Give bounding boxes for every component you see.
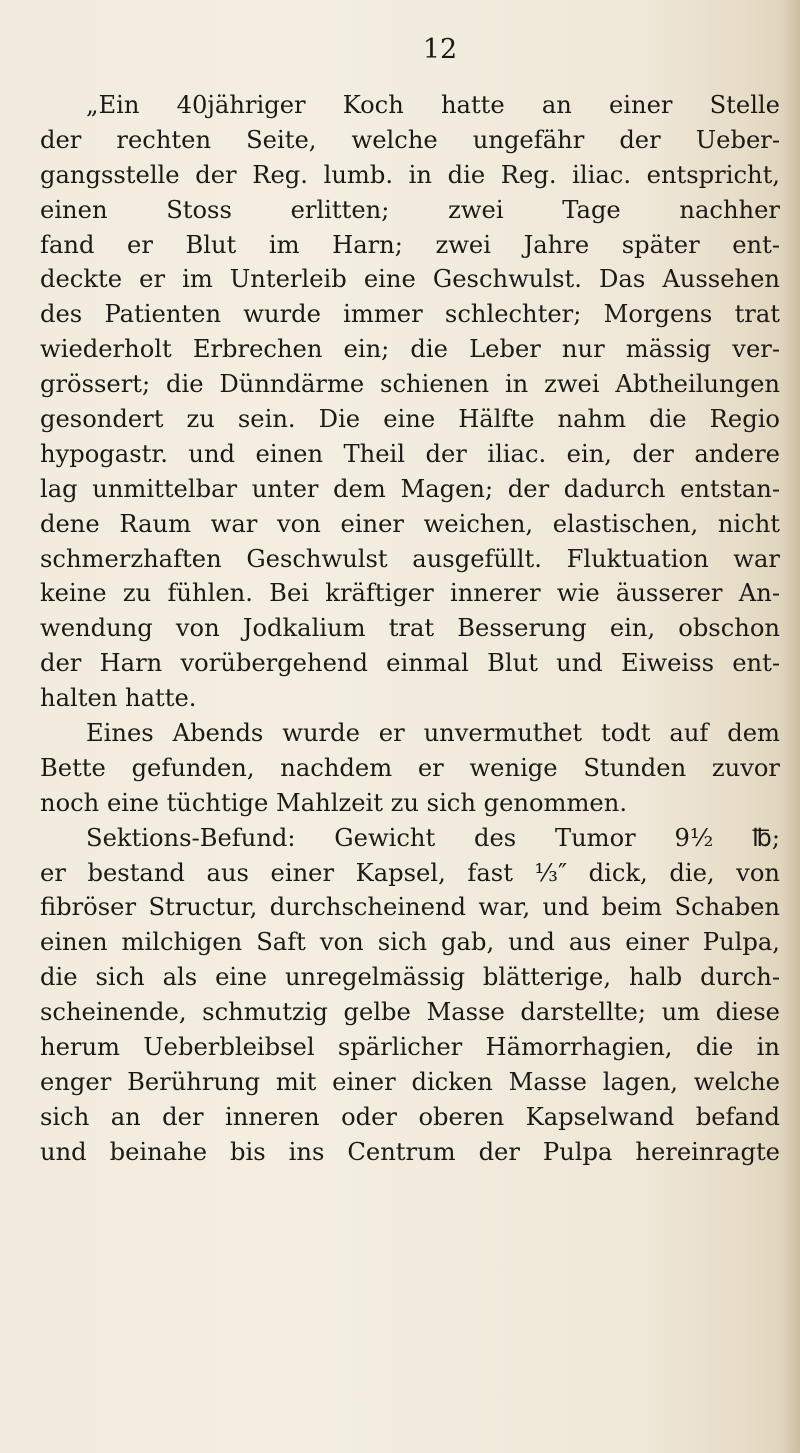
text-line: fand er Blut im Harn; zwei Jahre später ent- (40, 230, 780, 259)
text-line: sich an der inneren oder oberen Kapselwand befand (40, 1102, 780, 1131)
text-line: hypogastr. und einen Theil der iliac. ein, der andere (40, 439, 780, 468)
text-line: wiederholt Erbrechen ein; die Leber nur mässig ver- (40, 335, 780, 364)
text-line: deckte er im Unterleib eine Geschwulst. Das Aussehen (40, 265, 780, 294)
text-line: lag unmittelbar unter dem Magen; der dadurch entstan- (40, 474, 780, 503)
text-line: einen Stoss erlitten; zwei Tage nachher (40, 195, 780, 224)
text-line: noch eine tüchtige Mahlzeit zu sich genommen. (40, 788, 628, 817)
text-line: grössert; die Dünndärme schienen in zwei Abtheilungen (40, 370, 780, 399)
text-line: keine zu fühlen. Bei kräftiger innerer wie äusserer An- (40, 579, 780, 608)
text-line: der Harn vorübergehend einmal Blut und Eiweiss ent- (40, 649, 780, 678)
text-line: die sich als eine unregelmässig blätterige, halb durch- (40, 963, 780, 992)
text-line: der rechten Seite, welche ungefähr der Ueber- (40, 125, 780, 154)
text-line: halten hatte. (40, 684, 197, 713)
text-line: „Ein 40jähriger Koch hatte an einer Stelle (86, 91, 780, 119)
text-line: scheinende, schmutzig gelbe Masse darstellte; um diese (40, 998, 780, 1027)
text-line: einen milchigen Saft von sich gab, und aus einer Pulpa, (40, 928, 780, 957)
text-line: des Patienten wurde immer schlechter; Morgens trat (40, 300, 780, 329)
text-line: dene Raum war von einer weichen, elastischen, nicht (40, 509, 780, 538)
text-line: wendung von Jodkalium trat Besserung ein, obschon (40, 614, 780, 643)
text-line: gesondert zu sein. Die eine Hälfte nahm die Regio (40, 405, 780, 434)
text-line: herum Ueberbleibsel spärlicher Hämorrhagien, die in (40, 1033, 780, 1062)
text-line: fibröser Structur, durchscheinend war, und beim Schaben (40, 893, 780, 922)
text-line: Eines Abends wurde er unvermuthet todt auf dem (86, 719, 780, 748)
text-line: und beinahe bis ins Centrum der Pulpa hereinragte (40, 1137, 780, 1166)
text-line: Sektions-Befund: Gewicht des Tumor 9½ ℔; (86, 823, 780, 852)
page-number: 12 (422, 34, 458, 65)
text-line: schmerzhaften Geschwulst ausgefüllt. Fluktuation war (40, 544, 780, 573)
text-line: er bestand aus einer Kapsel, fast ⅓″ dick, die, von (40, 858, 780, 887)
text-line: gangsstelle der Reg. lumb. in die Reg. iliac. entspricht, (40, 160, 780, 189)
body-text (40, 88, 780, 1170)
page-edge-shadow (782, 0, 800, 1453)
text-line: Bette gefunden, nachdem er wenige Stunden zuvor (40, 753, 780, 782)
text-line: enger Berührung mit einer dicken Masse lagen, welche (40, 1067, 780, 1096)
